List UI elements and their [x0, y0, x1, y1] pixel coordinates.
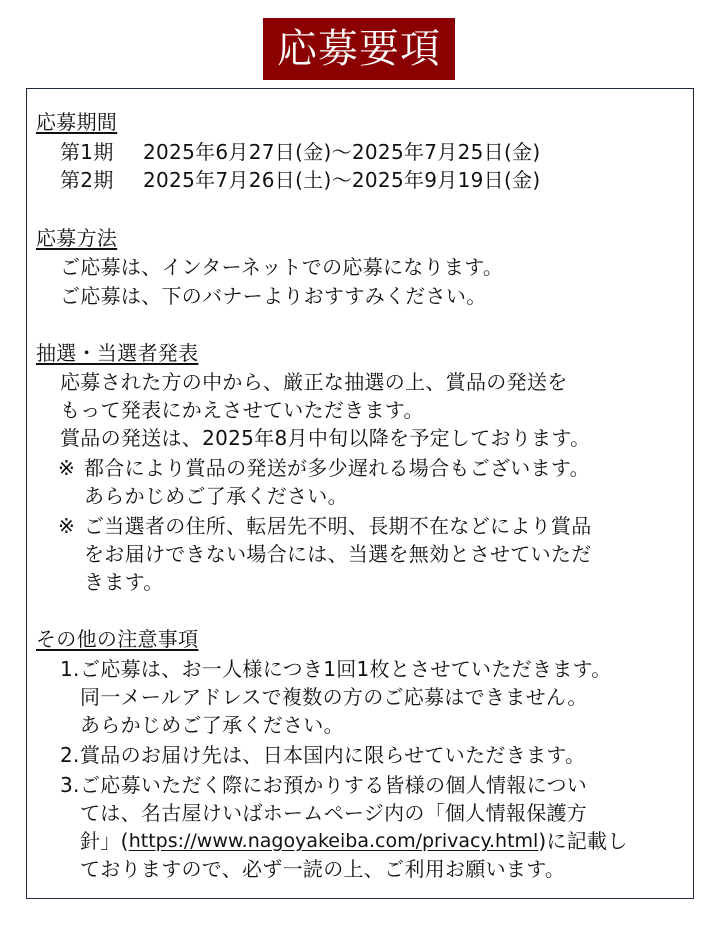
item-num-1: 1. [60, 657, 80, 681]
item-3-line-3-prefix: 針」( [80, 829, 129, 853]
note-1-line-2: あらかじめご了承ください。 [84, 484, 348, 508]
method-heading: 応募方法 [36, 226, 118, 250]
item-3-line-3-suffix: )に記載し [538, 829, 628, 853]
page-title: 応募要項 [263, 18, 455, 80]
period-range-1: 2025年6月27日(金)～2025年7月25日(金) [143, 140, 541, 164]
item-1-line-2: 同一メールアドレスで複数の方のご応募はできません。 [80, 685, 588, 709]
period-label-2: 第2期 [60, 168, 114, 192]
item-3-line-1: ご応募いただく際にお預かりする皆様の個人情報につい [80, 773, 588, 797]
lottery-line-3: 賞品の発送は、2025年8月中旬以降を予定しております。 [60, 426, 591, 450]
method-line-1: ご応募は、インターネットでの応募になります。 [60, 255, 504, 279]
method-line-2: ご応募は、下のバナーよりおすすみください。 [60, 284, 487, 308]
note-2-line-1: ご当選者の住所、転居先不明、長期不在などにより賞品 [84, 514, 592, 538]
lottery-heading: 抽選・当選者発表 [36, 341, 199, 365]
note-1-line-1: 都合により賞品の発送が多少遅れる場合もございます。 [84, 456, 590, 480]
item-num-2: 2. [60, 743, 80, 767]
item-1-line-3: あらかじめご了承ください。 [80, 713, 344, 737]
item-2-line-1: 賞品のお届け先は、日本国内に限らせていただきます。 [80, 743, 586, 767]
period-heading: 応募期間 [36, 110, 118, 134]
other-heading: その他の注意事項 [36, 627, 199, 651]
period-range-2: 2025年7月26日(土)～2025年9月19日(金) [143, 168, 541, 192]
item-3-line-2: ては、名古屋けいばホームページ内の「個人情報保護方 [80, 801, 588, 825]
item-3-line-3 [80, 828, 628, 854]
item-3-line-4: ておりますので、必ず一読の上、ご利用お願います。 [80, 857, 566, 881]
note-2-line-3: きます。 [84, 570, 164, 594]
period-label-1: 第1期 [60, 140, 114, 164]
lottery-line-2: もって発表にかえさせていただきます。 [60, 398, 424, 422]
note-mark-1: ※ [58, 456, 76, 480]
item-1-line-1: ご応募は、お一人様につき1回1枚とさせていただきます。 [80, 657, 612, 681]
lottery-line-1: 応募された方の中から、厳正な抽選の上、賞品の発送を [60, 370, 568, 394]
note-mark-2: ※ [58, 514, 76, 538]
item-num-3: 3. [60, 773, 80, 797]
privacy-policy-link[interactable]: https://www.nagoyakeiba.com/privacy.html [128, 830, 539, 852]
note-2-line-2: をお届けできない場合には、当選を無効とさせていただ [84, 542, 592, 566]
